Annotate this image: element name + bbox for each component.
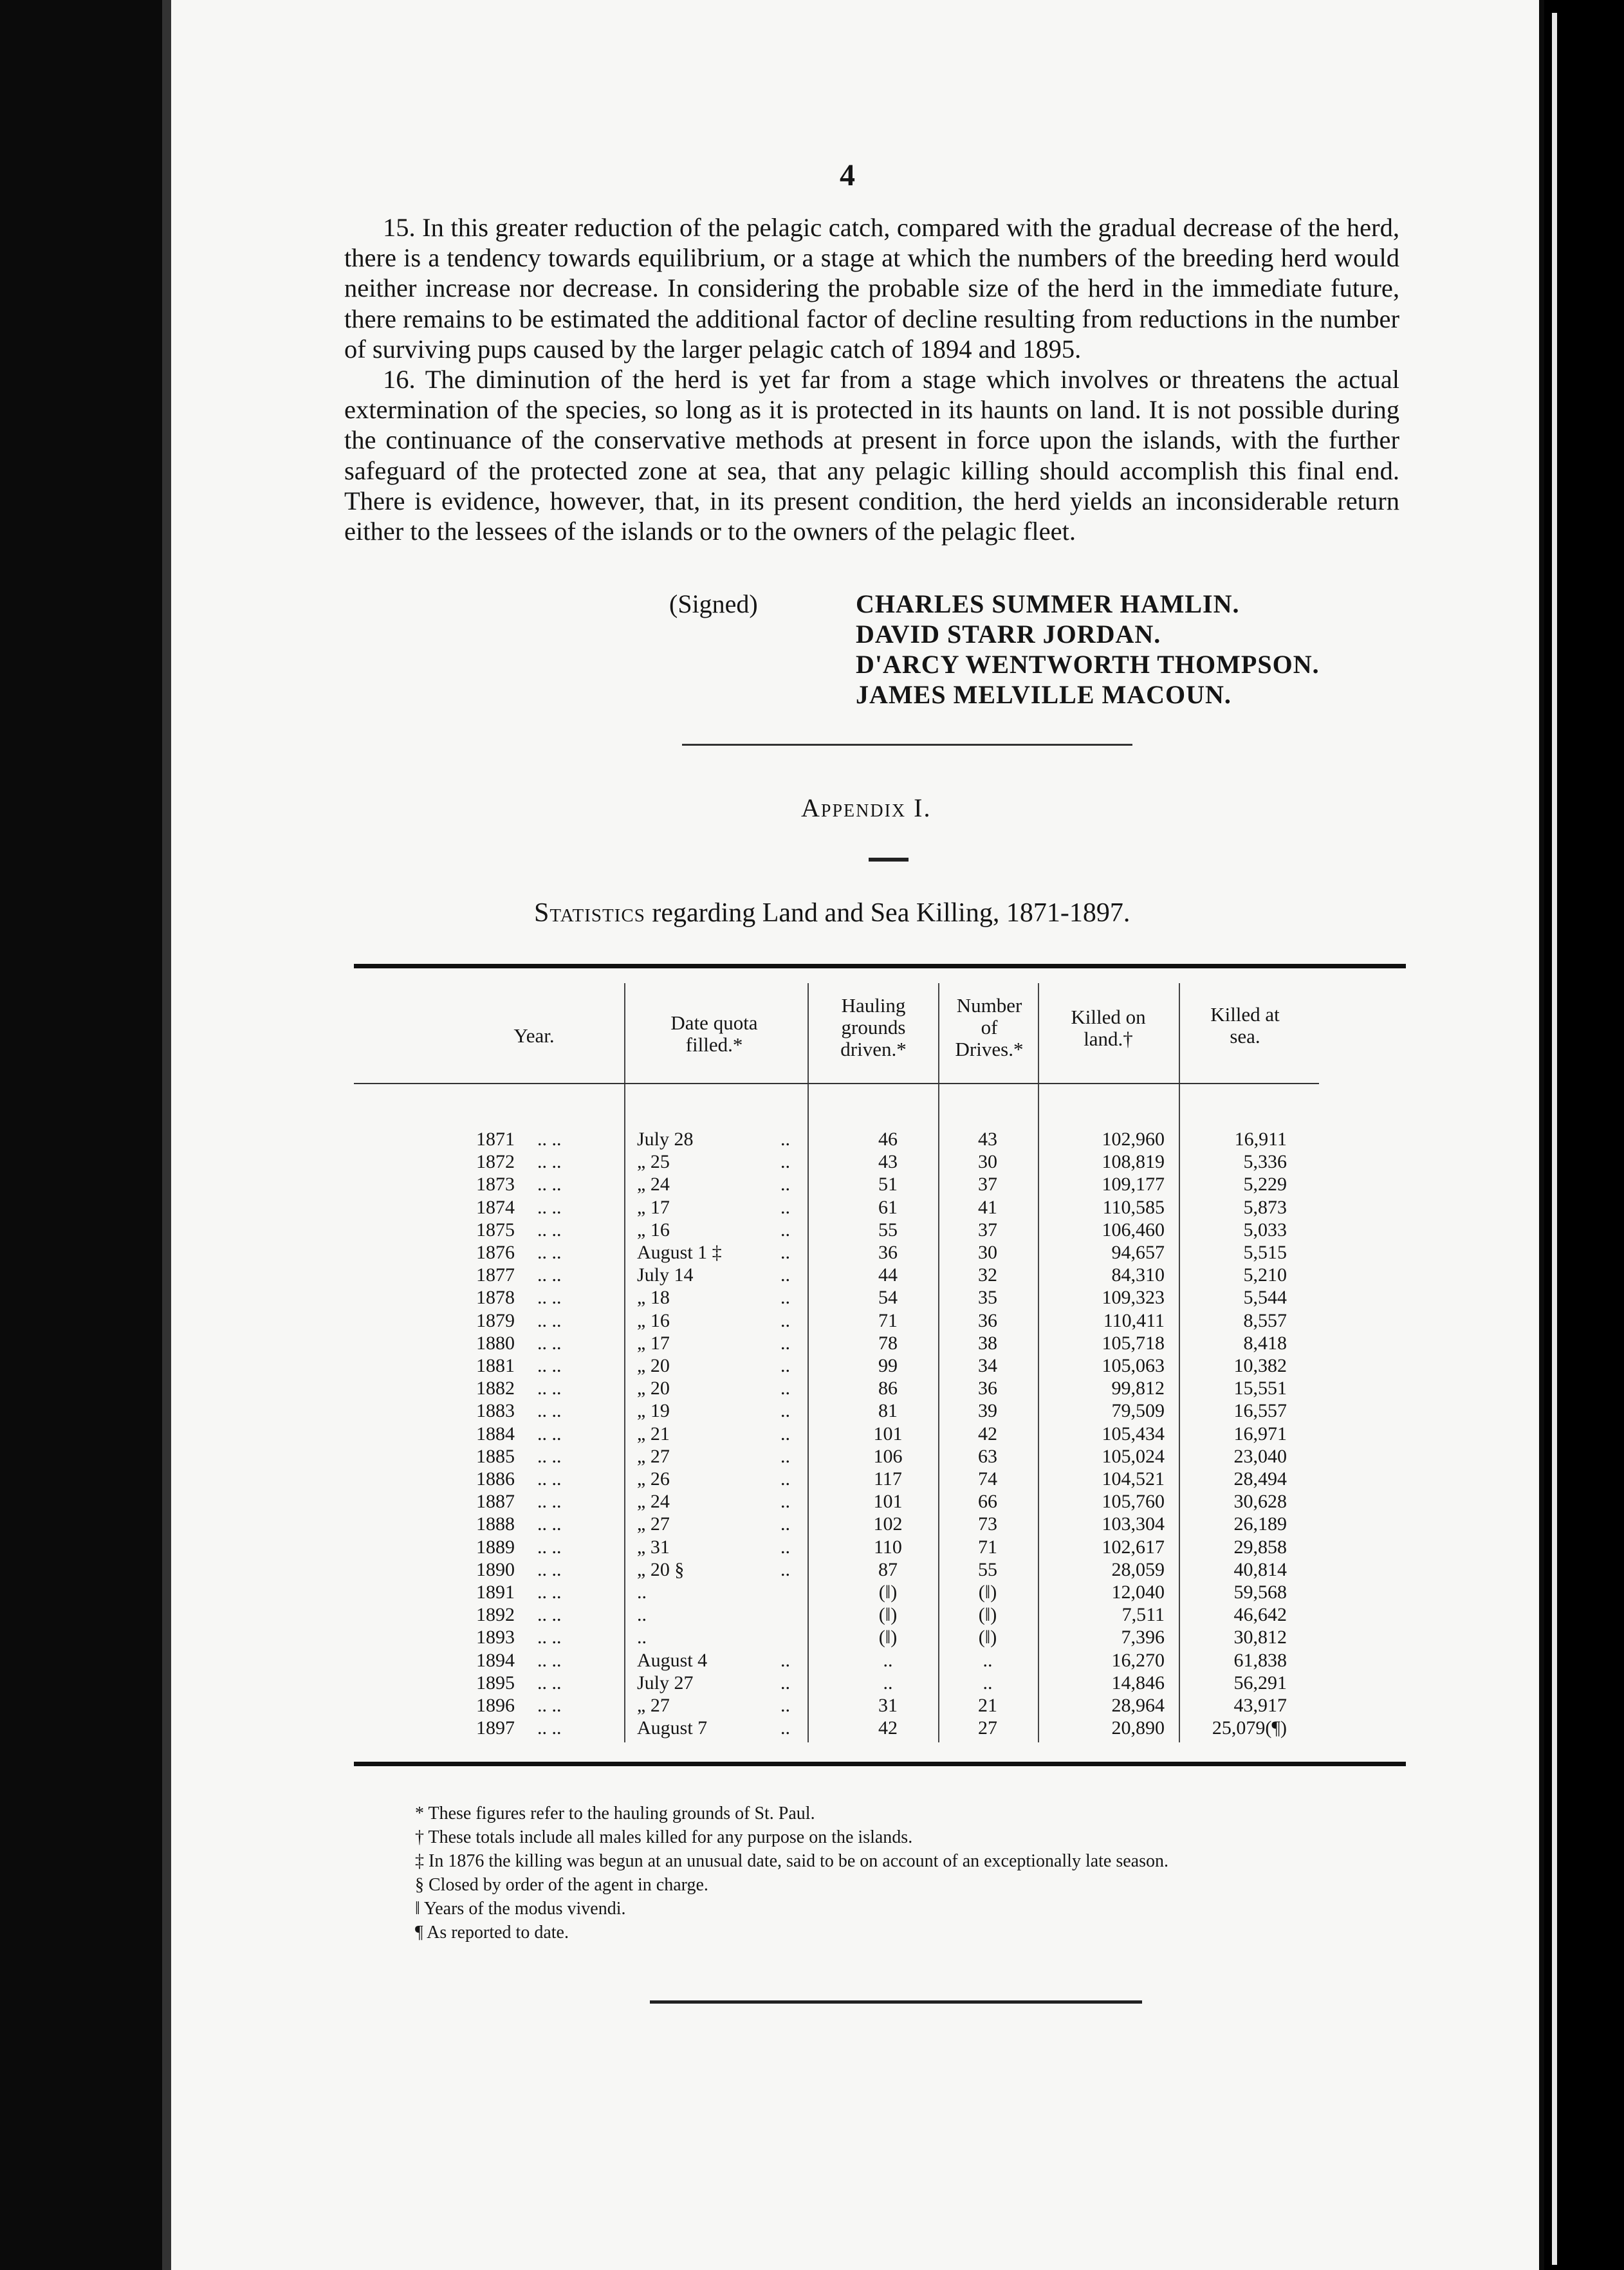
leader-dots: .. [780,1219,790,1241]
hauling-cell: (‖) [878,1582,898,1603]
year-cell: 1875 [476,1219,515,1241]
year-cell: 1878 [476,1287,515,1309]
leader-dots: .. .. [537,1491,562,1513]
drives-cell: 27 [978,1717,997,1739]
killed-land-cell: 99,812 [1111,1378,1165,1399]
year-cell: 1888 [476,1513,515,1535]
date-cell: „ 20 [637,1378,670,1399]
killed-land-cell: 103,304 [1102,1513,1165,1535]
year-cell: 1872 [476,1151,515,1173]
table-row [354,1445,1406,1468]
leader-dots: .. .. [537,1695,562,1716]
table-row [354,1399,1406,1422]
killed-sea-cell: 8,418 [1243,1332,1287,1354]
header-drives-line: of [981,1016,998,1038]
header-land-line: land.† [1084,1028,1133,1050]
drives-cell: 41 [978,1196,997,1218]
drives-cell: .. [983,1649,993,1671]
table-title-rest: regarding Land and Sea Killing, 1871-1897. [645,898,1130,928]
signed-label: (Signed) [669,589,758,618]
killed-land-cell: 7,396 [1121,1627,1165,1648]
leader-dots: .. [780,1695,790,1716]
leader-dots: .. .. [537,1445,562,1467]
hauling-cell: 44 [878,1264,898,1286]
leader-dots: .. [780,1649,790,1671]
date-cell: „ 27 [637,1445,670,1467]
appendix-title: Appendix I. [801,793,932,822]
killed-land-cell: 105,760 [1102,1491,1165,1513]
hauling-cell: 42 [878,1717,898,1739]
hauling-cell: 78 [878,1332,898,1354]
hauling-cell: 51 [878,1174,898,1195]
date-cell: „ 31 [637,1536,670,1558]
killed-land-cell: 12,040 [1111,1582,1165,1603]
drives-cell: 37 [978,1174,997,1195]
header-killed-sea [1184,1004,1306,1047]
table-row [354,1219,1406,1241]
drives-cell: 34 [978,1355,997,1376]
date-cell: .. [637,1627,647,1648]
killed-sea-cell: 5,229 [1243,1174,1287,1195]
leader-dots: .. [780,1423,790,1444]
header-year: Year. [513,1024,555,1047]
leader-dots: .. .. [537,1242,562,1263]
hauling-cell: 31 [878,1695,898,1716]
statistics-table [354,964,1406,1769]
leader-dots: .. .. [537,1378,562,1399]
leader-dots: .. .. [537,1332,562,1354]
leader-dots: .. .. [537,1151,562,1173]
killed-sea-cell: 61,838 [1233,1649,1287,1671]
date-cell: August 7 [637,1717,708,1739]
hauling-cell: 46 [878,1129,898,1150]
signatory: JAMES MELVILLE MACOUN. [856,680,1232,709]
leader-dots: .. [780,1672,790,1693]
date-cell: „ 16 [637,1309,670,1331]
killed-land-cell: 110,411 [1103,1309,1165,1331]
date-cell: „ 24 [637,1174,670,1195]
table-row [354,1354,1406,1377]
leader-dots: .. [780,1242,790,1263]
leader-dots: .. .. [537,1219,562,1241]
drives-cell: 32 [978,1264,997,1286]
leader-dots: .. [780,1378,790,1399]
year-cell: 1874 [476,1196,515,1218]
year-cell: 1895 [476,1672,515,1693]
hauling-cell: 86 [878,1378,898,1399]
table-row [354,1694,1406,1717]
leader-dots: .. [780,1445,790,1467]
table-top-rule [354,964,1406,968]
year-cell: 1894 [476,1649,515,1671]
leader-dots: .. [780,1129,790,1150]
leader-dots: .. .. [537,1582,562,1603]
footnote: * These figures refer to the hauling grounds of St. Paul. [415,1804,815,1823]
leader-dots: .. .. [537,1627,562,1648]
year-cell: 1892 [476,1604,515,1626]
year-cell: 1883 [476,1400,515,1422]
leader-dots: .. [780,1468,790,1490]
killed-land-cell: 94,657 [1111,1242,1165,1263]
killed-land-cell: 14,846 [1111,1672,1165,1693]
year-cell: 1882 [476,1378,515,1399]
year-cell: 1890 [476,1558,515,1580]
leader-dots: .. [780,1400,790,1422]
body-text [344,212,1399,546]
header-drives-line: Drives.* [955,1038,1024,1060]
leader-dots: .. [780,1355,790,1376]
drives-cell: (‖) [978,1582,997,1603]
drives-cell: 39 [978,1400,997,1422]
table-row [354,1558,1406,1581]
year-cell: 1873 [476,1174,515,1195]
hauling-cell: 43 [878,1151,898,1173]
drives-cell: .. [983,1672,993,1693]
header-land-line: Killed on [1071,1006,1146,1028]
hauling-cell: 110 [874,1536,902,1558]
year-cell: 1876 [476,1242,515,1263]
drives-cell: 73 [978,1513,997,1535]
drives-cell: 36 [978,1309,997,1331]
killed-land-cell: 20,890 [1111,1717,1165,1739]
table-row [354,1649,1406,1672]
killed-sea-cell: 5,336 [1243,1151,1287,1173]
drives-cell: 43 [978,1129,997,1150]
table-row [354,1513,1406,1535]
table-row [354,1128,1406,1150]
hauling-cell: (‖) [878,1627,898,1648]
killed-land-cell: 79,509 [1111,1400,1165,1422]
header-date-line: Date quota [670,1011,758,1034]
table-row [354,1173,1406,1195]
year-cell: 1889 [476,1536,515,1558]
table-row [354,1536,1406,1558]
year-cell: 1893 [476,1627,515,1648]
killed-sea-cell: 46,642 [1233,1604,1287,1626]
header-sea-line: sea. [1230,1025,1260,1047]
date-cell: August 4 [637,1649,708,1671]
table-row [354,1581,1406,1603]
killed-sea-cell: 56,291 [1233,1672,1287,1693]
killed-land-cell: 110,585 [1102,1196,1165,1218]
leader-dots: .. .. [537,1558,562,1580]
year-cell: 1886 [476,1468,515,1490]
killed-sea-cell: 8,557 [1243,1309,1287,1331]
year-cell: 1881 [476,1355,515,1376]
table-bottom-rule [354,1762,1406,1766]
header-date [637,1012,791,1056]
killed-sea-cell: 5,544 [1243,1287,1287,1309]
leader-dots: .. .. [537,1196,562,1218]
date-cell: „ 16 [637,1219,670,1241]
killed-sea-cell: 25,079(¶) [1212,1717,1287,1739]
paragraph-15: 15. In this greater reduction of the pelagic catch, compared with the gradual decrease of the herd, there is a tendency towards equilibrium, or a stage at which the numbers of the breeding herd would neither increase nor decrease. In considering the probable size of the herd in the immediate future, there remains to be estimated the additional factor of decline resulting from reductions in the number of surviving pups caused by the larger pelagic catch of 1894 and 1895. [344,213,1399,364]
leader-dots: .. .. [537,1513,562,1535]
year-cell: 1871 [476,1129,515,1150]
hauling-cell: 71 [878,1309,898,1331]
year-cell: 1897 [476,1717,515,1739]
hauling-cell: 99 [878,1355,898,1376]
drives-cell: 37 [978,1219,997,1241]
leader-dots: .. [780,1332,790,1354]
killed-sea-cell: 59,568 [1233,1582,1287,1603]
leader-dots: .. .. [537,1604,562,1626]
header-date-line: filled.* [685,1033,743,1056]
hauling-cell: 36 [878,1242,898,1263]
leader-dots: .. .. [537,1400,562,1422]
leader-dots: .. [780,1536,790,1558]
date-cell: „ 25 [637,1151,670,1173]
date-cell: „ 19 [637,1400,670,1422]
killed-land-cell: 105,024 [1102,1445,1165,1467]
leader-dots: .. .. [537,1129,562,1150]
date-cell: „ 27 [637,1695,670,1716]
signatory: D'ARCY WENTWORTH THOMPSON. [856,650,1320,679]
killed-sea-cell: 16,911 [1234,1129,1287,1150]
killed-land-cell: 105,718 [1102,1332,1165,1354]
hauling-cell: (‖) [878,1604,898,1626]
killed-sea-cell: 30,812 [1233,1627,1287,1648]
leader-dots: .. [780,1287,790,1309]
leader-dots: .. [780,1717,790,1739]
killed-sea-cell: 26,189 [1233,1513,1287,1535]
end-rule [650,2000,1142,2004]
leader-dots: .. [780,1309,790,1331]
killed-sea-cell: 16,971 [1233,1423,1287,1444]
date-cell: „ 20 [637,1355,670,1376]
hauling-cell: 106 [873,1445,903,1467]
killed-sea-cell: 5,033 [1243,1219,1287,1241]
killed-sea-cell: 5,873 [1243,1196,1287,1218]
killed-land-cell: 102,617 [1102,1536,1165,1558]
leader-dots: .. .. [537,1355,562,1376]
signatory: CHARLES SUMMER HAMLIN. [856,589,1240,618]
table-row [354,1264,1406,1286]
leader-dots: .. .. [537,1174,562,1195]
table-row [354,1332,1406,1354]
header-drives-line: Number [956,994,1022,1017]
leader-dots: .. [780,1151,790,1173]
table-row [354,1672,1406,1694]
drives-cell: (‖) [978,1627,997,1648]
date-cell: „ 21 [637,1423,670,1444]
killed-land-cell: 106,460 [1102,1219,1165,1241]
paragraph-16: 16. The diminution of the herd is yet far from a stage which involves or threatens the actual extermination of the species, so long as it is protected in its haunts on land. It is not possible during the continuance of the conservative methods at present in force upon the islands, with the further safeguard of the protected zone at sea, that any pelagic killing should accomplish this final end. There is evidence, however, that, in its present condition, the herd yields an inconsiderable return either to the lessees of the islands or to the owners of the pelagic fleet. [344,365,1399,546]
drives-cell: 55 [978,1558,997,1580]
header-drives [943,995,1036,1060]
signatories [856,589,1320,710]
hauling-cell: .. [883,1672,893,1693]
hauling-cell: 81 [878,1400,898,1422]
date-cell: .. [637,1604,647,1626]
leader-dots: .. .. [537,1672,562,1693]
hauling-cell: 101 [873,1423,903,1444]
table-row [354,1150,1406,1173]
leader-dots: .. [780,1196,790,1218]
year-cell: 1885 [476,1445,515,1467]
killed-sea-cell: 23,040 [1233,1445,1287,1467]
year-cell: 1891 [476,1582,515,1603]
killed-sea-cell: 43,917 [1233,1695,1287,1716]
table-row [354,1603,1406,1626]
drives-cell: 35 [978,1287,997,1309]
footnote: ‡ In 1876 the killing was begun at an unusual date, said to be on account of an exceptionally late season. [415,1851,1169,1871]
killed-sea-cell: 10,382 [1233,1355,1287,1376]
drives-cell: 42 [978,1423,997,1444]
table-title [534,898,1130,928]
killed-sea-cell: 28,494 [1233,1468,1287,1490]
killed-land-cell: 109,177 [1102,1174,1165,1195]
killed-land-cell: 104,521 [1102,1468,1165,1490]
date-cell: August 1 ‡ [637,1242,722,1263]
drives-cell: 30 [978,1151,997,1173]
table-row [354,1468,1406,1490]
killed-land-cell: 16,270 [1111,1649,1165,1671]
table-row [354,1626,1406,1648]
date-cell: „ 27 [637,1513,670,1535]
date-cell: „ 17 [637,1332,670,1354]
footnotes [415,1802,1168,1944]
leader-dots: .. .. [537,1423,562,1444]
hauling-cell: 61 [878,1196,898,1218]
leader-dots: .. .. [537,1309,562,1331]
leader-dots: .. [780,1558,790,1580]
year-cell: 1884 [476,1423,515,1444]
date-cell: „ 17 [637,1196,670,1218]
year-cell: 1887 [476,1491,515,1513]
footnote: ‖ Years of the modus vivendi. [415,1899,626,1919]
table-row [354,1286,1406,1309]
footnote: ¶ As reported to date. [415,1923,569,1942]
killed-land-cell: 102,960 [1102,1129,1165,1150]
signatory: DAVID STARR JORDAN. [856,620,1161,649]
drives-cell: 36 [978,1378,997,1399]
killed-land-cell: 28,964 [1111,1695,1165,1716]
table-title-smallcaps: Statistics [534,898,645,928]
killed-sea-cell: 5,515 [1243,1242,1287,1263]
drives-cell: 30 [978,1242,997,1263]
killed-sea-cell: 5,210 [1243,1264,1287,1286]
killed-land-cell: 84,310 [1111,1264,1165,1286]
drives-cell: 63 [978,1445,997,1467]
hauling-cell: 102 [873,1513,903,1535]
leader-dots: .. [780,1513,790,1535]
header-hauling-line: grounds [841,1016,906,1038]
leader-dots: .. .. [537,1717,562,1739]
leader-dots: .. .. [537,1287,562,1309]
hauling-cell: .. [883,1649,893,1671]
header-underline [354,1083,1319,1084]
killed-sea-cell: 15,551 [1233,1378,1287,1399]
date-cell: .. [637,1582,647,1603]
footnote: † These totals include all males killed for any purpose on the islands. [415,1827,913,1847]
drives-cell: 74 [978,1468,997,1490]
date-cell: „ 24 [637,1491,670,1513]
table-row [354,1717,1406,1739]
date-cell: July 28 [637,1129,694,1150]
hauling-cell: 101 [873,1491,903,1513]
drives-cell: 71 [978,1536,997,1558]
table-row [354,1377,1406,1399]
drives-cell: 66 [978,1491,997,1513]
page-left-edge [162,0,171,2270]
leader-dots: .. .. [537,1468,562,1490]
page-number: 4 [840,158,855,192]
killed-land-cell: 28,059 [1111,1558,1165,1580]
hauling-cell: 55 [878,1219,898,1241]
table-row [354,1490,1406,1513]
leader-dots: .. .. [537,1649,562,1671]
killed-sea-cell: 16,557 [1233,1400,1287,1422]
leader-dots: .. .. [537,1264,562,1286]
table-row [354,1423,1406,1445]
leader-dots: .. [780,1174,790,1195]
killed-sea-cell: 40,814 [1233,1558,1287,1580]
killed-land-cell: 7,511 [1121,1604,1165,1626]
separator-rule [682,744,1132,746]
killed-land-cell: 108,819 [1102,1151,1165,1173]
header-hauling [814,995,933,1060]
table-row [354,1309,1406,1332]
table-row [354,1196,1406,1219]
drives-cell: (‖) [978,1604,997,1626]
date-cell: „ 20 § [637,1558,685,1580]
footnote: § Closed by order of the agent in charge. [415,1875,708,1895]
leader-dots: .. [780,1491,790,1513]
year-cell: 1880 [476,1332,515,1354]
header-hauling-line: driven.* [840,1038,907,1060]
year-cell: 1896 [476,1695,515,1716]
short-rule [869,858,909,862]
table-row [354,1241,1406,1264]
header-hauling-line: Hauling [841,994,906,1017]
killed-sea-cell: 30,628 [1233,1491,1287,1513]
killed-sea-cell: 29,858 [1233,1536,1287,1558]
adjacent-page-edge [1552,13,1557,2265]
date-cell: „ 18 [637,1287,670,1309]
killed-land-cell: 105,063 [1102,1355,1165,1376]
drives-cell: 38 [978,1332,997,1354]
header-killed-land [1042,1006,1174,1050]
drives-cell: 21 [978,1695,997,1716]
hauling-cell: 87 [878,1558,898,1580]
leader-dots: .. [780,1264,790,1286]
leader-dots: .. .. [537,1536,562,1558]
header-sea-line: Killed at [1210,1003,1280,1026]
adjacent-page-strip [1544,0,1624,2270]
year-cell: 1879 [476,1309,515,1331]
date-cell: „ 26 [637,1468,670,1490]
date-cell: July 27 [637,1672,694,1693]
killed-land-cell: 109,323 [1102,1287,1165,1309]
date-cell: July 14 [637,1264,694,1286]
killed-land-cell: 105,434 [1102,1423,1165,1444]
hauling-cell: 117 [874,1468,902,1490]
hauling-cell: 54 [878,1287,898,1309]
year-cell: 1877 [476,1264,515,1286]
